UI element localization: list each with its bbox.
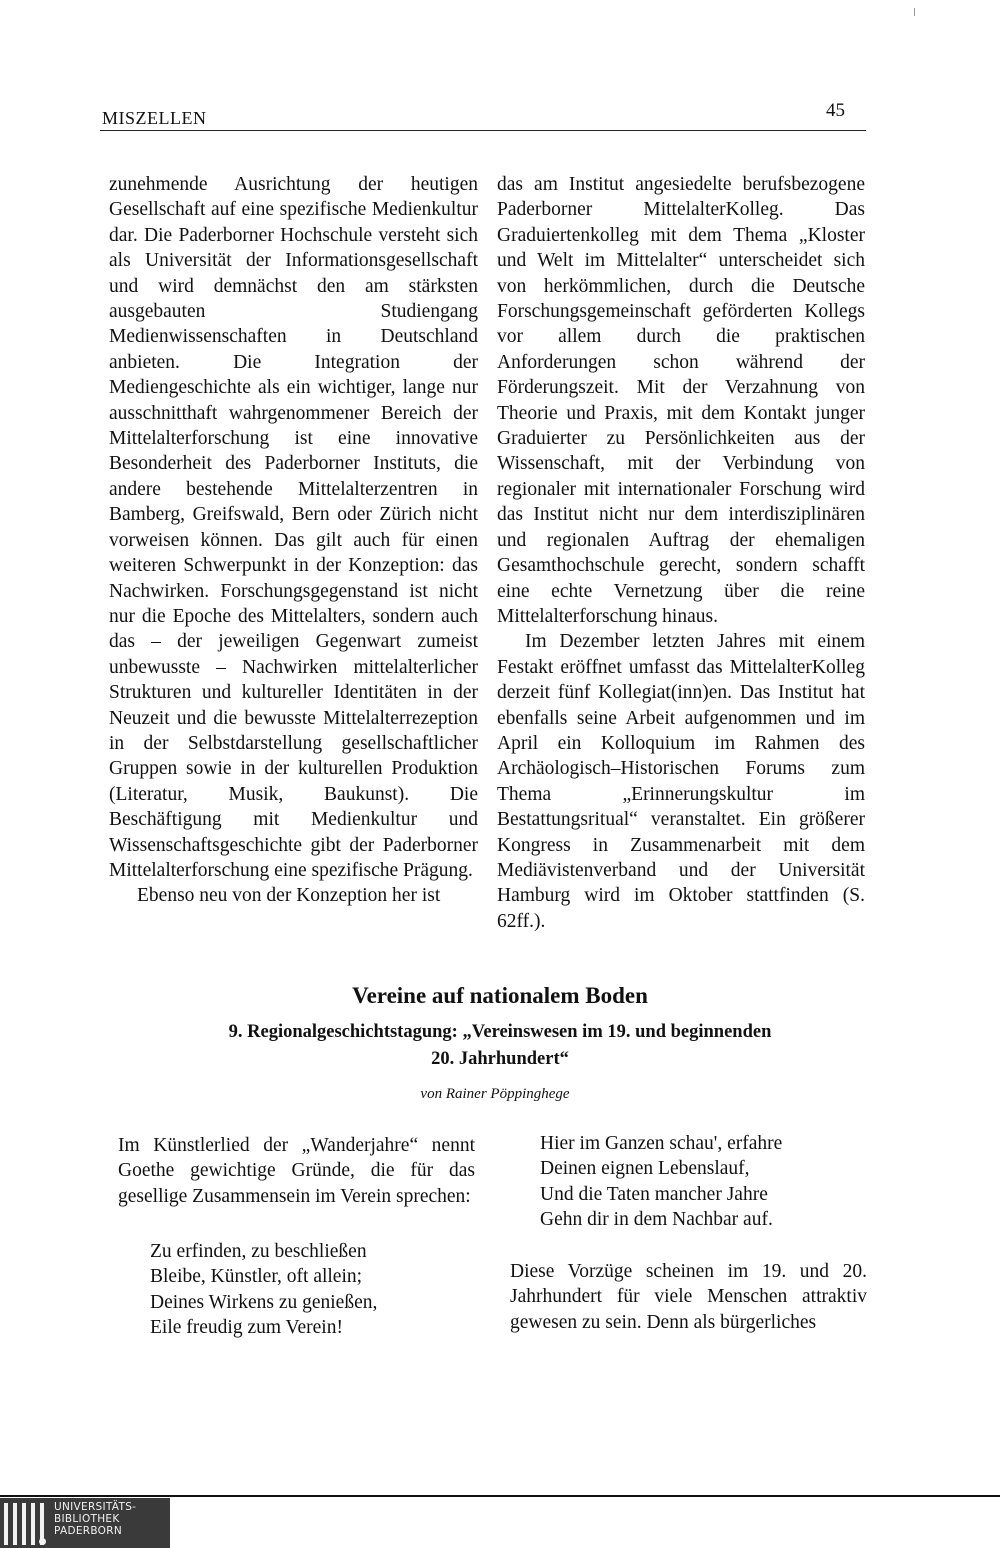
logo-line: PADERBORN	[54, 1525, 122, 1537]
poem-line: Zu erfinden, zu beschließen	[150, 1241, 367, 1262]
library-logo-text	[54, 1501, 136, 1537]
poem-stanza-right	[540, 1131, 860, 1233]
running-header-title: MISZELLEN	[102, 108, 207, 128]
subtitle-line: 9. Regionalgeschichtstagung: „Vereinswesen im 19. und beginnenden	[228, 1022, 772, 1042]
poem-line: Eile freudig zum Verein!	[150, 1317, 343, 1339]
article2-intro: Im Künstlerlied der „Wanderjahre“ nennt Goethe gewichtige Gründe, die für das gesellige Zusammensein im Verein sprechen:	[118, 1135, 475, 1207]
article-title: Vereine auf nationalem Boden	[352, 983, 648, 1008]
article1-right-column	[497, 172, 865, 934]
article2-continuation: Diese Vorzüge scheinen im 19. und 20. Jahrhundert für viele Menschen attraktiv gewesen zu sein. Denn als bürgerliches	[510, 1261, 867, 1333]
poem-line: Gehn dir in dem Nachbar auf.	[540, 1209, 773, 1231]
library-logo-dot-icon	[39, 1538, 46, 1545]
poem-line: Und die Taten mancher Jahre	[540, 1183, 768, 1205]
poem-line: Deinen eignen Lebenslauf,	[540, 1158, 750, 1180]
article-author: von Rainer Pöppinghege	[420, 1086, 570, 1102]
article-subtitle	[150, 1019, 850, 1072]
poem-line: Deines Wirkens zu genießen,	[150, 1291, 378, 1313]
paragraph: zunehmende Ausrichtung der heutigen Gesellschaft auf eine spezifische Medienkultur dar. Die Paderborner Hochschule versteht sich als Universität der Informationsgesellschaft und wird demnächst den am stärksten ausgebauten Studiengang Medienwissenschaften in Deutschland anbieten. Die Integration der Mediengeschichte als ein wichtiger, lange nur ausschnitthaft wahrgenommener Bereich der Mittelalterforschung ist eine innovative Besonderheit des Paderborner Instituts, die andere bestehende Mittelalterzentren in Bamberg, Greifswald, Bern oder Zürich nicht vorweisen können. Das gilt auch für einen weiteren Schwerpunkt in der Konzeption: das Nachwirken. Forschungsgegenstand ist nicht nur die Epoche des Mittelalters, sondern auch das – der jeweiligen Gegenwart zumeist unbewusste – Nachwirken mittelalterlicher Strukturen und kultureller Identitäten in der Neuzeit und die bewusste Mittelalterrezeption in der Selbstdarstellung gesellschaftlicher Gruppen sowie in der kulturellen Produktion (Literatur, Musik, Baukunst). Die Beschäftigung mit Medienkultur und Wissenschaftsgeschichte gibt der Paderborner Mittelalterforschung eine spezifische Prägung.	[109, 174, 478, 881]
logo-line: UNIVERSITÄTS-	[54, 1501, 137, 1513]
scan-bottom-rule	[0, 1495, 1000, 1497]
page-number: 45	[826, 100, 845, 121]
logo-line: BIBLIOTHEK	[54, 1513, 120, 1525]
article1-left-column	[109, 172, 478, 909]
poem-stanza-left	[150, 1239, 470, 1341]
subtitle-line: 20. Jahrhundert“	[431, 1048, 569, 1069]
header-rule	[100, 130, 866, 131]
poem-line: Hier im Ganzen schau', erfahre	[540, 1133, 783, 1154]
scan-speck	[914, 8, 918, 16]
paragraph: das am Institut angesiedelte berufsbezogene Paderborner MittelalterKolleg. Das Graduiertenkolleg mit dem Thema „Kloster und Welt im Mittelalter“ unterscheidet sich von herkömmlichen, durch die Deutsche Forschungsgemeinschaft geförderten Kollegs vor allem durch die praktischen Anforderungen schon während der Förderungszeit. Mit der Verzahnung von Theorie und Praxis, mit dem Kontakt junger Graduierter zu Persönlichkeiten aus der Wissenschaft, mit der Verbindung von regionaler mit internationaler Forschung wird das Institut nicht nur dem interdisziplinären und regionalen Auftrag der ehemaligen Gesamthochschule gerecht, sondern schafft eine echte Vernetzung über die reine Mittelalterforschung hinaus.	[497, 174, 865, 627]
paragraph: Im Dezember letzten Jahres mit einem Festakt eröffnet umfasst das MittelalterKolleg derzeit fünf Kollegiat(inn)en. Das Institut hat ebenfalls seine Arbeit aufgenommen und im April ein Kolloquium im Rahmen des Archäologisch–Historischen Forums zum Thema „Erinnerungskultur im Bestattungsritual“ veranstaltet. Ein größerer Kongress in Zusammenarbeit mit dem Mediävistenverband und der Universität Hamburg wird im Oktober stattfinden (S. 62ff.).	[497, 631, 865, 932]
poem-line: Bleibe, Künstler, oft allein;	[150, 1266, 363, 1288]
paragraph: Ebenso neu von der Konzeption her ist	[137, 885, 441, 907]
